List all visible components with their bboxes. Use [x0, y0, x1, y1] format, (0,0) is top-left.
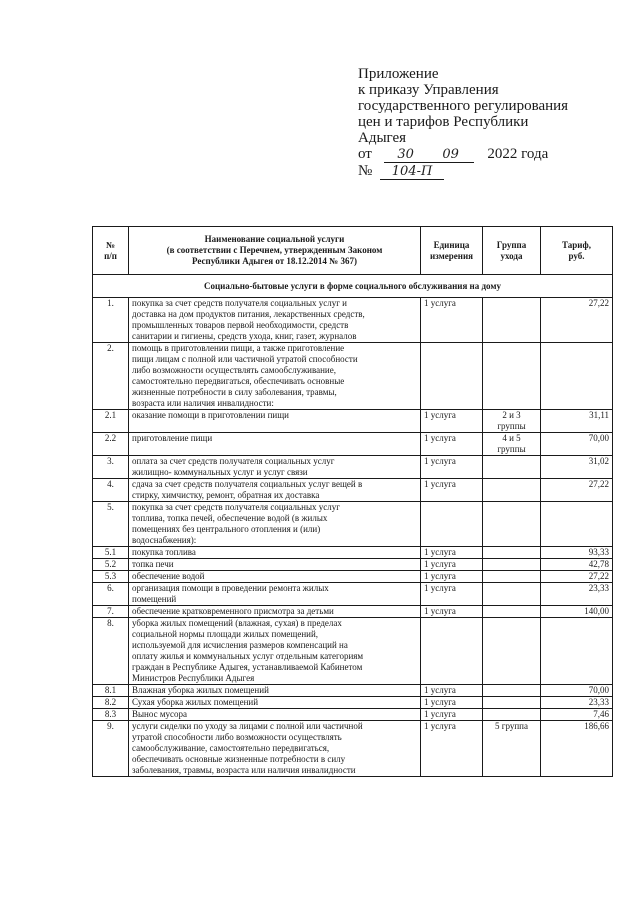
row-number: 8.	[93, 618, 129, 685]
table-row	[93, 298, 613, 343]
service-name	[129, 343, 421, 410]
service-name-line: оплату жилья и коммунальных услуг отдельным категориям	[132, 651, 364, 661]
row-number: 8.2	[93, 697, 129, 709]
service-name	[129, 571, 421, 583]
care-group	[483, 502, 541, 547]
unit	[421, 343, 483, 410]
unit: 1 услуга	[421, 456, 483, 479]
service-name	[129, 456, 421, 479]
service-name-line: промышленных товаров первой необходимости, средств	[132, 320, 349, 330]
service-name	[129, 606, 421, 618]
service-name-line: приготовление пищи	[132, 433, 213, 443]
row-number: 5.2	[93, 559, 129, 571]
care-group	[483, 618, 541, 685]
service-name-line: граждан в Республике Адыгея, устанавливаемой Кабинетом	[132, 662, 363, 672]
care-group	[483, 583, 541, 606]
table-row	[93, 502, 613, 547]
service-name-line: помещениях без центрального отопления и (или)	[132, 524, 321, 534]
service-name-line: Вынос мусора	[132, 709, 188, 719]
tariff-value: 31,11	[541, 410, 613, 433]
care-group	[483, 343, 541, 410]
service-name-line: жилищно- коммунальных услуг и услуг связи	[132, 467, 308, 477]
tariff-value: 42,78	[541, 559, 613, 571]
service-name-line: оказание помощи в приготовлении пищи	[132, 410, 289, 420]
care-group-line: группы	[497, 444, 526, 454]
service-name-line: доставка на дом продуктов питания, лекарственных средств,	[132, 309, 365, 319]
date-year: 2022 года	[487, 146, 549, 162]
order-number-handwritten: 104-П	[380, 165, 444, 180]
row-number: 8.3	[93, 709, 129, 721]
service-name	[129, 697, 421, 709]
service-name-line: социальной нормы площади жилых помещений,	[132, 629, 319, 639]
order-date-line	[358, 146, 568, 163]
service-name	[129, 583, 421, 606]
care-group	[483, 685, 541, 697]
care-group	[483, 547, 541, 559]
tariff-value: 70,00	[541, 685, 613, 697]
unit: 1 услуга	[421, 298, 483, 343]
tariff-value: 27,22	[541, 571, 613, 583]
service-name-line: используемой для исчисления размеров компенсаций на	[132, 640, 348, 650]
tariff-value	[541, 502, 613, 547]
service-name	[129, 721, 421, 777]
tariff-value: 186,66	[541, 721, 613, 777]
service-name	[129, 559, 421, 571]
table-row	[93, 583, 613, 606]
service-name	[129, 685, 421, 697]
row-number: 7.	[93, 606, 129, 618]
service-name-line: обеспечение водой	[132, 571, 205, 581]
header-tariff: Тариф, руб.	[541, 227, 613, 275]
unit: 1 услуга	[421, 606, 483, 618]
table-row	[93, 571, 613, 583]
care-group	[483, 456, 541, 479]
date-prefix: от	[358, 146, 372, 162]
tariff-value: 23,33	[541, 697, 613, 709]
service-name-line: возраста или наличия инвалидности:	[132, 398, 274, 408]
appendix-heading	[358, 66, 568, 180]
date-day-handwritten: 30	[384, 148, 428, 163]
unit: 1 услуга	[421, 559, 483, 571]
heading-line: цен и тарифов Республики	[358, 114, 529, 130]
number-prefix: №	[358, 163, 373, 179]
care-group	[483, 298, 541, 343]
tariff-value	[541, 618, 613, 685]
service-name-line: сдача за счет средств получателя социальных услуг вещей в	[132, 479, 363, 489]
service-name	[129, 547, 421, 559]
care-group	[483, 433, 541, 456]
service-name	[129, 709, 421, 721]
tariff-value: 31,02	[541, 456, 613, 479]
order-number-line	[358, 163, 568, 180]
care-group-line: группы	[497, 421, 526, 431]
service-name-line: услуги сиделки по уходу за лицами с полной или частичной	[132, 721, 363, 731]
unit: 1 услуга	[421, 685, 483, 697]
section-title-row	[93, 275, 613, 298]
tariff-value: 7,46	[541, 709, 613, 721]
service-name-line: Сухая уборка жилых помещений	[132, 697, 259, 707]
service-name-line: жизненные потребности в силу заболевания, травмы,	[132, 387, 337, 397]
service-name	[129, 410, 421, 433]
row-number: 5.	[93, 502, 129, 547]
service-name-line: Министров Республики Адыгея	[132, 673, 255, 683]
table-row	[93, 606, 613, 618]
header-service-name: Наименование социальной услуги (в соответствии с Перечнем, утвержденным Законом Республики Адыгея от 18.12.2014 № 367)	[129, 227, 421, 275]
tariff-value: 70,00	[541, 433, 613, 456]
tariff-table	[92, 226, 613, 777]
row-number: 3.	[93, 456, 129, 479]
unit: 1 услуга	[421, 410, 483, 433]
table-row	[93, 685, 613, 697]
service-name-line: водоснабжения):	[132, 535, 197, 545]
unit: 1 услуга	[421, 697, 483, 709]
table-row	[93, 410, 613, 433]
table-row	[93, 709, 613, 721]
service-name-line: уборка жилых помещений (влажная, сухая) в пределах	[132, 618, 342, 628]
care-group	[483, 709, 541, 721]
service-name-line: обеспечение кратковременного присмотра за детьми	[132, 606, 334, 616]
table-row	[93, 456, 613, 479]
service-name	[129, 298, 421, 343]
row-number: 8.1	[93, 685, 129, 697]
service-name-line: стирку, химчистку, ремонт, обратная их доставка	[132, 490, 320, 500]
row-number: 5.3	[93, 571, 129, 583]
date-month-handwritten: 09	[428, 148, 474, 163]
unit	[421, 618, 483, 685]
row-number: 2.1	[93, 410, 129, 433]
service-name	[129, 618, 421, 685]
section-title: Социально-бытовые услуги в форме социального обслуживания на дому	[93, 275, 613, 298]
unit: 1 услуга	[421, 433, 483, 456]
row-number: 6.	[93, 583, 129, 606]
service-name-line: заболевания, травмы, возраста или наличия инвалидности	[132, 765, 356, 775]
service-name-line: Влажная уборка жилых помещений	[132, 685, 269, 695]
service-name-line: топка печи	[132, 559, 174, 569]
table-row	[93, 559, 613, 571]
tariff-value: 93,33	[541, 547, 613, 559]
service-name-line: покупка за счет средств получателя социальных услуг	[132, 502, 340, 512]
row-number: 1.	[93, 298, 129, 343]
service-name-line: покупка за счет средств получателя социальных услуг и	[132, 298, 347, 308]
service-name-line: самостоятельно передвигаться, обеспечивать основные	[132, 376, 345, 386]
unit: 1 услуга	[421, 583, 483, 606]
service-name-line: самообслуживание, самостоятельно передвигаться,	[132, 743, 330, 753]
row-number: 2.	[93, 343, 129, 410]
service-name-line: покупка топлива	[132, 547, 196, 557]
tariff-value: 27,22	[541, 298, 613, 343]
table-row	[93, 547, 613, 559]
service-name-line: оплата за счет средств получателя социальных услуг	[132, 456, 335, 466]
row-number: 4.	[93, 479, 129, 502]
service-name-line: топлива, топка печей, обеспечение водой (в жилых	[132, 513, 328, 523]
row-number: 5.1	[93, 547, 129, 559]
service-name-line: либо возможности осуществлять самообслуживание,	[132, 365, 336, 375]
table-row	[93, 618, 613, 685]
tariff-value: 27,22	[541, 479, 613, 502]
service-name-line: помощь в приготовлении пищи, а также приготовление	[132, 343, 345, 353]
tariff-value: 23,33	[541, 583, 613, 606]
care-group	[483, 721, 541, 777]
service-name-line: пищи лицам с полной или частичной утратой способности	[132, 354, 358, 364]
unit: 1 услуга	[421, 709, 483, 721]
care-group	[483, 410, 541, 433]
header-number: № п/п	[93, 227, 129, 275]
unit	[421, 502, 483, 547]
unit: 1 услуга	[421, 479, 483, 502]
tariff-value	[541, 343, 613, 410]
table-row	[93, 479, 613, 502]
unit: 1 услуга	[421, 547, 483, 559]
row-number: 9.	[93, 721, 129, 777]
heading-line: к приказу Управления	[358, 82, 499, 98]
service-name	[129, 433, 421, 456]
care-group	[483, 606, 541, 618]
table-row	[93, 721, 613, 777]
header-care-group: Группа ухода	[483, 227, 541, 275]
heading-line: Приложение	[358, 66, 439, 82]
service-name	[129, 502, 421, 547]
service-name-line: организация помощи в проведении ремонта жилых	[132, 583, 329, 593]
care-group-line: 2 и 3	[502, 410, 521, 420]
table-row	[93, 433, 613, 456]
unit: 1 услуга	[421, 571, 483, 583]
care-group	[483, 697, 541, 709]
heading-line: государственного регулирования	[358, 98, 569, 114]
service-name-line: утратой способности либо возможности осуществлять	[132, 732, 342, 742]
header-unit: Единица измерения	[421, 227, 483, 275]
service-name-line: помещений	[132, 594, 177, 604]
service-name-line: санитарии и гигиены, средств ухода, книг, газет, журналов	[132, 331, 357, 341]
tariff-value: 140,00	[541, 606, 613, 618]
table-header-row	[93, 227, 613, 275]
heading-line: Адыгея	[358, 130, 407, 146]
care-group-line: 4 и 5	[502, 433, 521, 443]
row-number: 2.2	[93, 433, 129, 456]
table-row	[93, 343, 613, 410]
care-group	[483, 479, 541, 502]
care-group	[483, 559, 541, 571]
care-group	[483, 571, 541, 583]
care-group-line: 5 группа	[495, 721, 528, 731]
service-name	[129, 479, 421, 502]
service-name-line: обеспечивать основные жизненные потребности в силу	[132, 754, 346, 764]
unit: 1 услуга	[421, 721, 483, 777]
table-row	[93, 697, 613, 709]
